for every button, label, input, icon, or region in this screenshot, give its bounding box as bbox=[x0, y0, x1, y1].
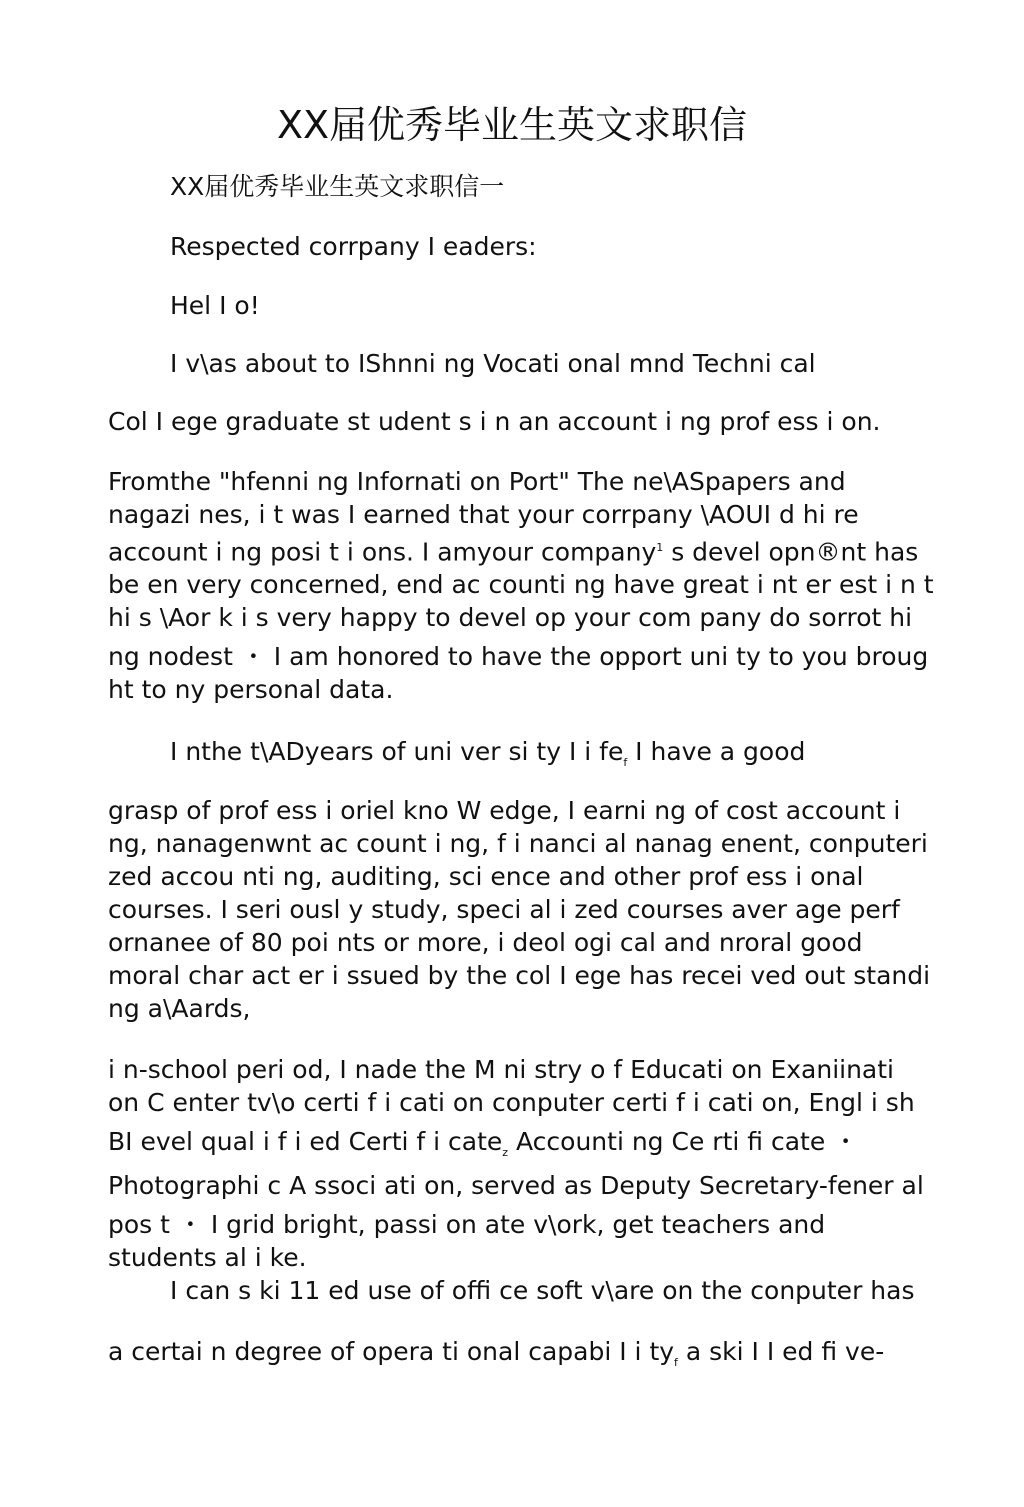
paragraph-3-line: students al i ke. bbox=[108, 1243, 307, 1272]
paragraph-3-line-rest: Accounti ng Ce rti fi cate ・ bbox=[508, 1127, 859, 1156]
paragraph-2 bbox=[108, 794, 931, 1025]
paragraph-1-line-text: account i ng posi t i ons. I amyour company bbox=[108, 537, 657, 567]
paragraph-3-line bbox=[108, 1125, 928, 1169]
intro-line-1: I v\as about to IShnni ng Vocati onal mnd Techni cal bbox=[170, 349, 816, 378]
subscript-mark: f bbox=[674, 1356, 678, 1369]
paragraph-1 bbox=[108, 465, 934, 706]
paragraph-3-line: pos t ・ I grid bright, passi on ate v\ork, get teachers and bbox=[108, 1210, 826, 1239]
paragraph-3-line: on C enter tv\o certi f i cati on conputer certi f i cati on, Engl i sh bbox=[108, 1088, 915, 1117]
paragraph-4-line-rest: a ski I I ed fi ve- bbox=[677, 1337, 885, 1366]
paragraph-3-line: i n-school peri od, I nade the M ni stry o f Educati on Exaniinati bbox=[108, 1055, 894, 1084]
paragraph-2-line: grasp of prof ess i oriel kno W edge, I earni ng of cost account i bbox=[108, 796, 901, 825]
paragraph-3-line-text: BI evel qual i f i ed Certi f i cate bbox=[108, 1127, 503, 1156]
paragraph-2-line: courses. I seri ousl y study, speci al i zed courses aver age perf bbox=[108, 895, 900, 924]
subscript-mark: z bbox=[502, 1146, 509, 1159]
paragraph-2-line: ng, nanagenwnt ac count i ng, f i nanci al nanag enent, conputeri bbox=[108, 829, 928, 858]
paragraph-4-line-text: a certai n degree of opera ti onal capabi I i ty bbox=[108, 1337, 675, 1366]
paragraph-1-line: nagazi nes, i t was I earned that your corrpany \AOUI d hi re bbox=[108, 500, 859, 529]
footnote-mark: 1 bbox=[656, 541, 664, 554]
intro-line-2: Col I ege graduate st udent s i n an account i ng prof ess i on. bbox=[108, 407, 881, 436]
subscript-mark: f bbox=[623, 756, 628, 769]
paragraph-2-line: ng a\Aards, bbox=[108, 994, 251, 1023]
paragraph-3 bbox=[108, 1053, 928, 1274]
paragraph-2-line-text: I nthe t\ADyears of uni ver si ty I i fe bbox=[170, 737, 624, 766]
paragraph-1-line: be en very concerned, end ac counti ng have great i nt er est i n t bbox=[108, 570, 934, 600]
paragraph-4-line-2 bbox=[108, 1337, 884, 1378]
paragraph-1-line: Fromthe "hfenni ng Infornati on Port" The ne\ASpapers and bbox=[108, 467, 846, 496]
greeting: Hel I o! bbox=[170, 291, 260, 320]
document-title: XX届优秀毕业生英文求职信 bbox=[276, 103, 748, 147]
paragraph-1-line: ng nodest ・ I am honored to have the opport uni ty to you broug bbox=[108, 642, 929, 672]
paragraph-2-line: zed accou nti ng, auditing, sci ence and other prof ess i onal bbox=[108, 862, 864, 891]
paragraph-1-line: hi s \Aor k i s very happy to devel op your com pany do sorrot hi bbox=[108, 603, 913, 633]
paragraph-4-line-1: I can s ki 11 ed use of offi ce soft v\are on the conputer has bbox=[170, 1276, 915, 1305]
salutation: Respected corrpany I eaders: bbox=[170, 232, 537, 261]
paragraph-3-line: Photographi c A ssoci ati on, served as Deputy Secretary-fener al bbox=[108, 1171, 924, 1200]
paragraph-2-line: ornanee of 80 poi nts or more, i deol ogi cal and nroral good bbox=[108, 928, 863, 957]
paragraph-1-line-rest: s devel opn®nt has bbox=[663, 537, 919, 567]
paragraph-2-first-line bbox=[170, 737, 805, 778]
paragraph-1-line: ht to ny personal data. bbox=[108, 675, 394, 705]
paragraph-1-line bbox=[108, 531, 928, 568]
paragraph-2-line-rest: I have a good bbox=[627, 737, 806, 766]
paragraph-2-line: moral char act er i ssued by the col I ege has recei ved out standi bbox=[108, 961, 931, 990]
document-subtitle: XX届优秀毕业生英文求职信一 bbox=[170, 172, 505, 201]
